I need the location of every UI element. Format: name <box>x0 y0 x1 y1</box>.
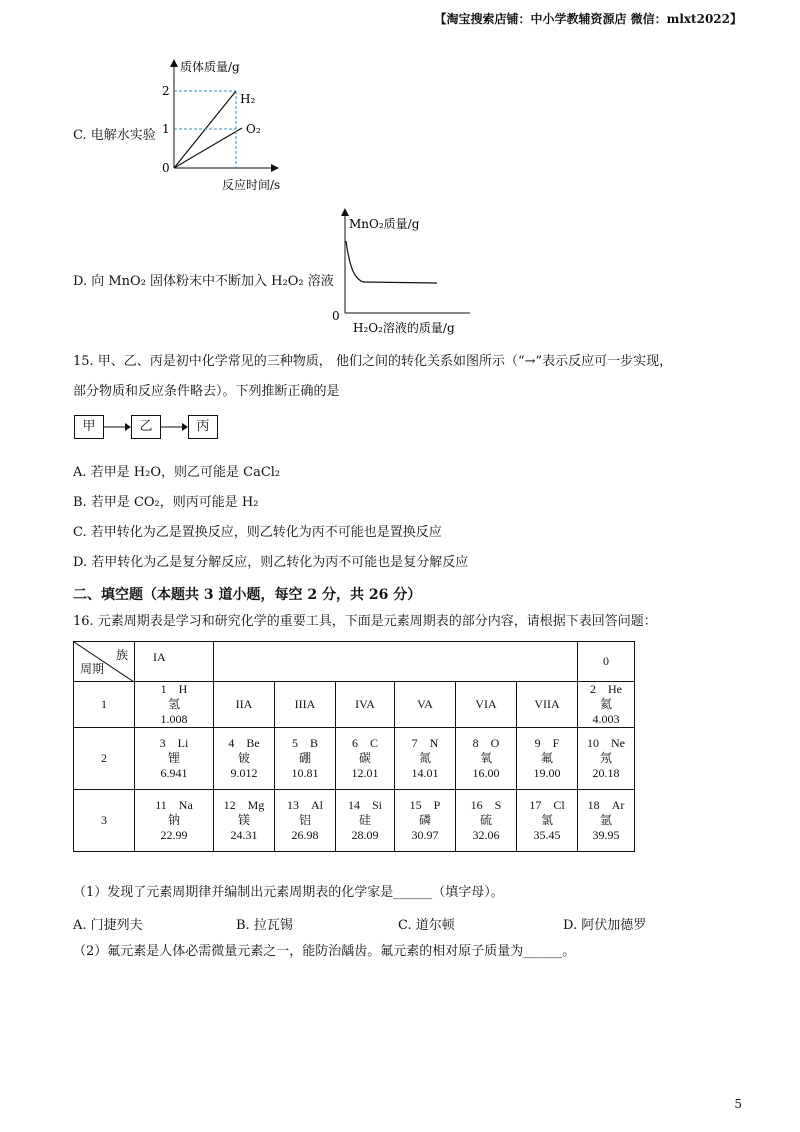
element-symbol: Li <box>177 736 189 750</box>
q15-line1: 15. 甲、乙、丙是初中化学常见的三种物质， 他们之间的转化关系如图所示（“→”表示反应可一步实现， <box>73 354 673 369</box>
element-name: 氟 <box>540 751 553 765</box>
element-mass: 20.18 <box>592 766 620 780</box>
cell-p <box>395 790 456 852</box>
element-mass: 19.00 <box>533 766 561 780</box>
cell-b <box>275 728 336 790</box>
element-mass: 24.31 <box>230 828 258 842</box>
graph-d-xlabel: H₂O₂溶液的质量/g <box>353 321 455 335</box>
element-number: 9 <box>534 736 541 750</box>
element-number: 17 <box>529 798 542 812</box>
period-3: 3 <box>74 790 135 852</box>
element-name: 硫 <box>479 813 492 827</box>
q15-option-b: B. 若甲是 CO₂，则丙可能是 H₂ <box>73 495 259 510</box>
element-number: 18 <box>587 798 600 812</box>
element-symbol: Na <box>178 798 193 812</box>
element-name: 硼 <box>298 751 311 765</box>
element-name: 氯 <box>540 813 553 827</box>
element-number: 10 <box>587 736 599 750</box>
element-mass: 10.81 <box>291 766 319 780</box>
element-name: 碳 <box>358 751 371 765</box>
box-jia: 甲 <box>74 415 104 439</box>
element-symbol: S <box>494 798 502 812</box>
q16-sub2: （2）氟元素是人体必需微量元素之一，能防治龋齿。氟元素的相对原子质量为______。 <box>73 944 576 959</box>
element-name: 磷 <box>418 813 431 827</box>
cell-si <box>336 790 395 852</box>
option-c-label: C. 电解水实验 <box>73 128 156 143</box>
element-number: 1 <box>160 682 167 696</box>
element-symbol: P <box>433 798 441 812</box>
element-mass: 35.45 <box>533 828 561 842</box>
q16-intro: 16. 元素周期表是学习和研究化学的重要工具，下面是元素周期表的部分内容，请根据下表回答问题： <box>73 614 657 629</box>
periodic-table <box>73 641 635 852</box>
corner-period-label: 周期 <box>80 662 105 676</box>
element-mass: 32.06 <box>472 828 500 842</box>
cell-o <box>456 728 517 790</box>
element-name: 氦 <box>599 697 612 711</box>
element-name: 硅 <box>358 813 371 827</box>
element-symbol: He <box>608 682 622 696</box>
cell-ar <box>578 790 635 852</box>
element-name: 锂 <box>167 751 180 765</box>
element-number: 6 <box>351 736 358 750</box>
element-number: 3 <box>159 736 166 750</box>
q15-option-c: C. 若甲转化为乙是置换反应，则乙转化为丙不可能也是置换反应 <box>73 525 442 540</box>
element-symbol: H <box>178 682 188 696</box>
period-2-row <box>74 728 635 790</box>
cell-cl <box>517 790 578 852</box>
cell-n <box>395 728 456 790</box>
cell-he <box>578 682 635 728</box>
element-he <box>578 682 634 727</box>
option-d-label: D. 向 MnO₂ 固体粉末中不断加入 H₂O₂ 溶液 <box>73 274 334 289</box>
group-1a: IA <box>135 642 214 682</box>
element-symbol: Si <box>371 798 382 812</box>
q16-sub1: （1）发现了元素周期律并编制出元素周期表的化学家是______（填字母）。 <box>73 885 504 900</box>
element-name: 铝 <box>298 813 311 827</box>
group-4a: IVA <box>336 682 395 728</box>
group-5a: VA <box>395 682 456 728</box>
blank-top <box>214 642 578 682</box>
section-2-title: 二、填空题（本题共 3 道小题，每空 2 分，共 26 分） <box>73 587 422 603</box>
element-mass: 6.941 <box>160 766 188 780</box>
element-mass: 28.09 <box>351 828 379 842</box>
element-mass: 22.99 <box>160 828 188 842</box>
graph-c-origin: 0 <box>162 161 170 175</box>
element-number: 4 <box>228 736 235 750</box>
element-number: 12 <box>223 798 236 812</box>
element-mass: 16.00 <box>472 766 500 780</box>
cell-f <box>517 728 578 790</box>
cell-ne <box>578 728 635 790</box>
period-1: 1 <box>74 682 135 728</box>
element-number: 11 <box>155 798 167 812</box>
element-symbol: F <box>552 736 560 750</box>
element-name: 铍 <box>237 751 250 765</box>
group-7a: VIIA <box>517 682 578 728</box>
arrow-1-head <box>125 423 131 431</box>
element-mass: 39.95 <box>592 828 620 842</box>
element-number: 7 <box>411 736 418 750</box>
element-name: 氖 <box>599 751 612 765</box>
element-symbol: Ar <box>611 798 625 812</box>
element-name: 镁 <box>237 813 250 827</box>
period-3-row <box>74 790 635 852</box>
graph-c-xlabel: 反应时间/s <box>222 178 281 192</box>
box-bing: 丙 <box>188 415 218 439</box>
graph-d-ylabel: MnO₂质量/g <box>349 217 420 231</box>
element-mass: 26.98 <box>291 828 319 842</box>
o2-line <box>174 128 242 168</box>
group-2a: IIA <box>214 682 275 728</box>
element-number: 5 <box>291 736 298 750</box>
arrow-2-head <box>182 423 188 431</box>
element-symbol: Al <box>311 798 323 812</box>
graph-c-ylabel: 质体质量/g <box>180 60 240 74</box>
element-mass: 30.97 <box>411 828 439 842</box>
q15-option-d: D. 若甲转化为乙是复分解反应，则乙转化为丙不可能也是复分解反应 <box>73 555 469 570</box>
element-name: 氢 <box>167 697 180 711</box>
sub1-option-b: B. 拉瓦锡 <box>236 918 293 933</box>
group-6a: VIA <box>456 682 517 728</box>
electrolysis-graph <box>150 55 290 195</box>
q15-option-a: A. 若甲是 H₂O，则乙可能是 CaCl₂ <box>73 465 281 480</box>
cell-na <box>135 790 214 852</box>
element-mass: 1.008 <box>160 712 188 726</box>
element-symbol: Be <box>246 736 260 750</box>
header-shop-text: 【淘宝搜索店铺：中小学教辅资源店 微信：mlxt2022】 <box>434 12 742 26</box>
cell-s <box>456 790 517 852</box>
cell-li <box>135 728 214 790</box>
element-symbol: O <box>490 736 500 750</box>
graph-d-origin: 0 <box>332 309 340 323</box>
flow-arrows <box>103 420 193 434</box>
sub1-option-d: D. 阿伏加德罗 <box>563 918 647 933</box>
element-name: 氮 <box>418 751 431 765</box>
corner-group-label: 族 <box>115 648 128 662</box>
page-number: 5 <box>734 1097 742 1111</box>
tick-2: 2 <box>162 84 170 98</box>
mno2-curve <box>346 241 437 283</box>
element-name: 钠 <box>167 813 180 827</box>
element-mass: 12.01 <box>351 766 379 780</box>
group-0: 0 <box>578 642 635 682</box>
corner-cell <box>74 642 135 682</box>
tick-1: 1 <box>162 122 170 136</box>
element-number: 15 <box>409 798 422 812</box>
element-symbol: Ne <box>611 736 625 750</box>
element-symbol: B <box>309 736 318 750</box>
group-3a: IIIA <box>275 682 336 728</box>
element-symbol: C <box>369 736 378 750</box>
h2-label: H₂ <box>240 92 256 106</box>
mno2-graph <box>325 208 485 338</box>
element-symbol: Mg <box>247 798 265 812</box>
element-name: 氧 <box>479 751 492 765</box>
cell-al <box>275 790 336 852</box>
element-mass: 14.01 <box>411 766 439 780</box>
element-mass: 9.012 <box>230 766 258 780</box>
period-2: 2 <box>74 728 135 790</box>
element-number: 16 <box>470 798 483 812</box>
element-symbol: Cl <box>553 798 565 812</box>
box-yi: 乙 <box>131 415 161 439</box>
o2-label: O₂ <box>246 122 261 136</box>
q15-line2: 部分物质和反应条件略去）。下列推断正确的是 <box>73 384 340 399</box>
cell-h <box>135 682 214 728</box>
sub1-option-a: A. 门捷列夫 <box>73 918 143 933</box>
element-mass: 4.003 <box>592 712 620 726</box>
element-name: 氩 <box>599 813 612 827</box>
element-number: 8 <box>472 736 479 750</box>
cell-c <box>336 728 395 790</box>
element-number: 13 <box>287 798 299 812</box>
sub1-option-c: C. 道尔顿 <box>398 918 455 933</box>
element-h <box>135 682 213 727</box>
cell-be <box>214 728 275 790</box>
element-number: 14 <box>347 798 360 812</box>
element-number: 2 <box>590 682 596 696</box>
element-symbol: N <box>429 736 439 750</box>
cell-mg <box>214 790 275 852</box>
